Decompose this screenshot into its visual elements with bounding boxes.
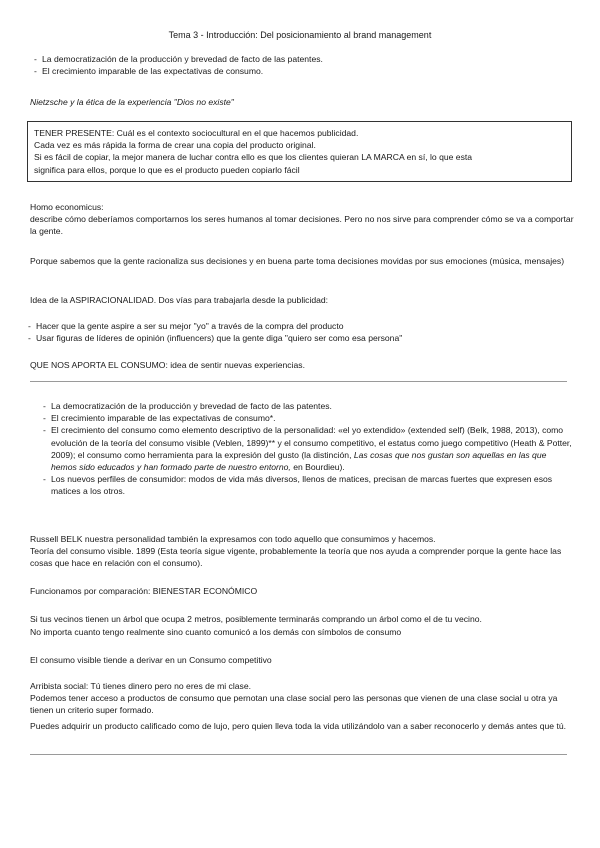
aporta-heading: QUE NOS APORTA EL CONSUMO: idea de sentir nuevas experiencias. bbox=[30, 360, 305, 370]
list-item: - Los nuevos perfiles de consumidor: modos de vida más diversos, llenos de matices, precisan de marcas fuertes que expresen esos matices a los otros. bbox=[39, 473, 572, 497]
homo-text: describe cómo deberíamos comportarnos los seres humanos al tomar decisiones. Pero no nos sirve para comprender cómo se va a comportar la gente. bbox=[30, 214, 574, 237]
emotions-paragraph: Porque sabemos que la gente racionaliza sus decisiones y en buena parte toma decisiones movidas por sus emociones (música, mensajes) bbox=[30, 256, 565, 266]
simbolos-line: No importa cuanto tengo realmente sino cuanto comunicó a los demás con símbolos de consumo bbox=[30, 627, 402, 637]
list-item-tail: en Bourdieu). bbox=[290, 462, 345, 473]
note-box bbox=[27, 121, 572, 182]
aspiracional-heading: Idea de la ASPIRACIONALIDAD. Dos vías para trabajarla desde la publicidad: bbox=[30, 295, 329, 305]
note-line: Si es fácil de copiar, la mejor manera de luchar contra ello es que los clientes quieran LA MARCA en sí, lo que esta bbox=[34, 152, 473, 163]
page-title: Tema 3 - Introducción: Del posicionamiento al brand management bbox=[168, 30, 432, 40]
bourdieu-quote: Las cosas que nos gustan son aquellas en las que hemos sido educados y han formado parte de nuestro entorno, bbox=[51, 449, 547, 473]
arribista-heading: Arribista social: Tú tienes dinero pero no eres de mi clase. bbox=[30, 681, 251, 691]
vecinos-line: Si tus vecinos tienen un árbol que ocupa 2 metros, posiblemente terminarás comprando un árbol como el de tu vecino. bbox=[30, 614, 482, 624]
consumo-visible-line: El consumo visible tiende a derivar en un Consumo competitivo bbox=[30, 655, 272, 665]
consumo-list bbox=[39, 400, 572, 498]
note-line: TENER PRESENTE: Cuál es el contexto sociocultural en el que hacemos publicidad. bbox=[34, 128, 359, 138]
list-item: - El crecimiento imparable de las expectativas de consumo*. bbox=[39, 412, 572, 424]
list-item-text: El crecimiento del consumo como elemento descriptivo de la personalidad: «el yo extendido» (extended self) (Belk, 1988, 2013), como evolución de la teoría del consumo visible (Veblen, 1899)** y el consumo competitivo, el estatus como juego competitivo (Heath & Potter, 2009); el consumo como herramienta para la expresión del gusto (la distinción, bbox=[51, 425, 572, 460]
divider bbox=[30, 381, 567, 382]
lujo-paragraph: Puedes adquirir un producto calificado como de lujo, pero quien lleva toda la vida utilizándolo van a saber reconocerlo y demás antes que tú. bbox=[30, 721, 567, 731]
russell-line: Russell BELK nuestra personalidad también la expresamos con todo aquello que consumimos y hacemos. bbox=[30, 534, 436, 544]
nietzsche-heading: Nietzsche y la ética de la experiencia "Dios no existe" bbox=[30, 97, 234, 107]
note-line: significa para ellos, porque lo que es el producto pueden copiarlo fácil bbox=[34, 164, 300, 175]
list-item: - El crecimiento imparable de las expectativas de consumo. bbox=[30, 65, 575, 77]
list-item: - La democratización de la producción y brevedad de facto de las patentes. bbox=[30, 53, 575, 65]
vias-list bbox=[24, 320, 569, 344]
list-item bbox=[39, 424, 572, 473]
homo-heading: Homo economicus: bbox=[30, 202, 104, 212]
divider bbox=[30, 754, 567, 755]
arribista-paragraph: Podemos tener acceso a productos de consumo que pernotan una clase social pero las personas que vienen de una clase social u otra ya tienen un criterio super formado. bbox=[30, 693, 558, 716]
top-list bbox=[30, 53, 575, 77]
list-item: - La democratización de la producción y brevedad de facto de las patentes. bbox=[39, 400, 572, 412]
comparacion-heading: Funcionamos por comparación: BIENESTAR ECONÓMICO bbox=[30, 586, 258, 596]
list-item: - Hacer que la gente aspire a ser su mejor "yo" a través de la compra del producto bbox=[24, 320, 569, 332]
veblen-paragraph: Teoría del consumo visible. 1899 (Esta teoría sigue vigente, probablemente la teoría que nos ayuda a comprender porque la gente hace las cosas que hace en relación con el consumo). bbox=[30, 546, 562, 569]
note-line: Cada vez es más rápida la forma de crear una copia del producto original. bbox=[34, 140, 316, 151]
list-item: - Usar figuras de líderes de opinión (influencers) que la gente diga "quiero ser como esa persona" bbox=[24, 332, 569, 344]
